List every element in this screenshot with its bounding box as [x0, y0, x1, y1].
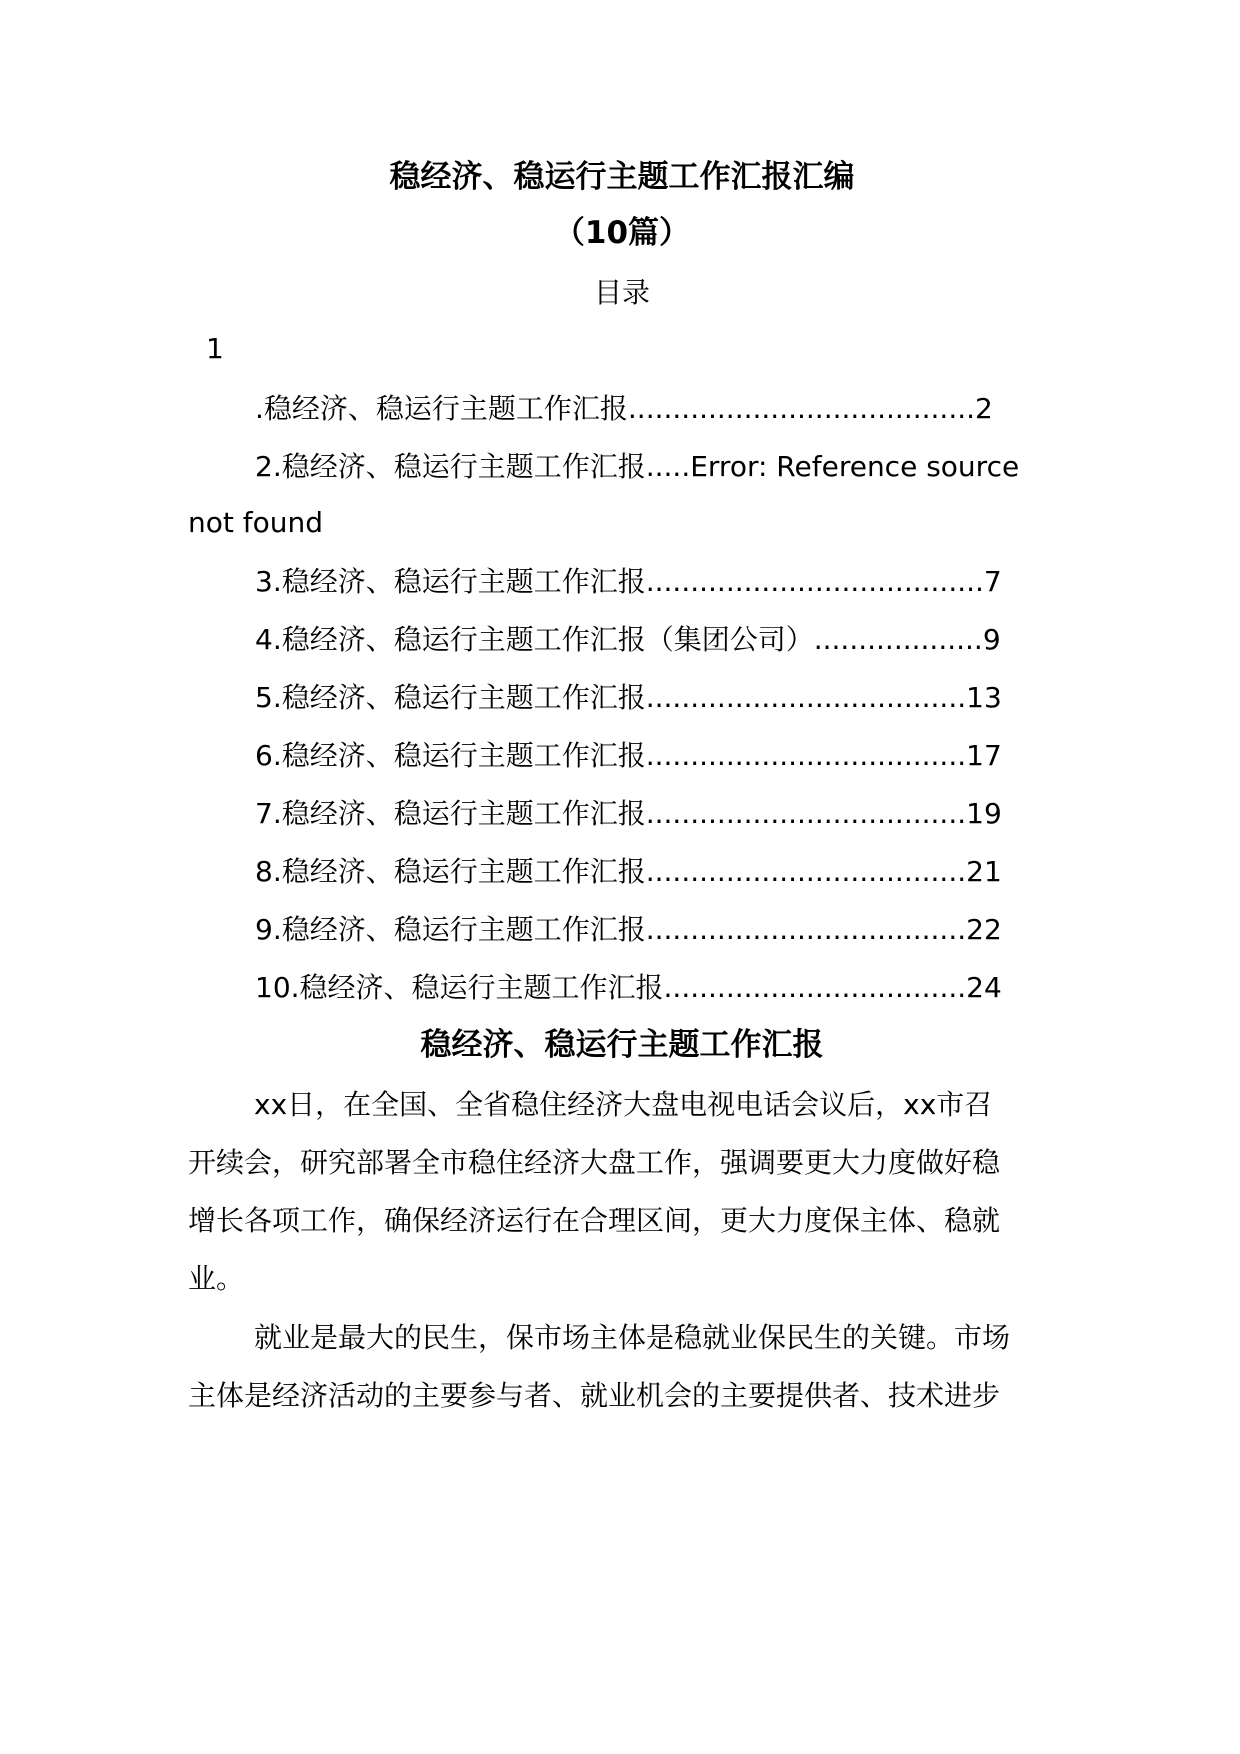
toc-entry-3-text: 3.稳经济、稳运行主题工作汇报......................................7 — [255, 565, 1002, 598]
paragraph-1-line-2: 开续会，研究部署全市稳住经济大盘工作，强调要更大力度做好稳 — [188, 1146, 1001, 1179]
toc-entry-10[interactable] — [188, 968, 1056, 1008]
paragraph-2-line-2: 主体是经济活动的主要参与者、就业机会的主要提供者、技术进步 — [188, 1379, 1001, 1412]
paragraph-1-line-4: 业。 — [188, 1262, 245, 1295]
toc-entry-8[interactable] — [188, 852, 1056, 892]
toc-entry-7[interactable] — [188, 794, 1056, 834]
toc-heading: 目录 — [593, 276, 650, 309]
toc-entry-6-text: 6.稳经济、稳运行主题工作汇报....................................17 — [255, 739, 1002, 772]
toc-entry-6[interactable] — [188, 736, 1056, 776]
paragraph-1-line-1: xx日，在全国、全省稳住经济大盘电视电话会议后，xx市召 — [254, 1088, 993, 1121]
section-title: 稳经济、稳运行主题工作汇报 — [420, 1027, 824, 1063]
document-title: 稳经济、稳运行主题工作汇报汇编 — [389, 159, 855, 195]
toc-entry-8-text: 8.稳经济、稳运行主题工作汇报....................................21 — [255, 855, 1002, 888]
toc-entry-4-text: 4.稳经济、稳运行主题工作汇报（集团公司）...................9 — [255, 623, 1001, 656]
paragraph-1-line-3: 增长各项工作，确保经济运行在合理区间，更大力度保主体、稳就 — [188, 1204, 1001, 1237]
document-subtitle: （10篇） — [553, 215, 691, 251]
toc-entry-9[interactable] — [188, 910, 1056, 950]
toc-entry-4[interactable] — [188, 620, 1056, 660]
toc-entry-2-continuation — [188, 503, 1056, 543]
toc-prefix-number-text: 1 — [206, 332, 224, 365]
toc-entry-2-text: 2.稳经济、稳运行主题工作汇报.....Error: Reference source — [255, 450, 1020, 483]
toc-entry-2-continuation-text: not found — [188, 506, 324, 539]
toc-entry-1[interactable] — [188, 389, 1056, 429]
toc-entry-9-text: 9.稳经济、稳运行主题工作汇报....................................22 — [255, 913, 1002, 946]
toc-entry-3[interactable] — [188, 562, 1056, 602]
toc-entry-5[interactable] — [188, 678, 1056, 718]
toc-entry-2[interactable] — [188, 447, 1056, 487]
toc-entry-1-text: .稳经济、稳运行主题工作汇报.......................................2 — [255, 392, 993, 425]
toc-entry-7-text: 7.稳经济、稳运行主题工作汇报....................................19 — [255, 797, 1002, 830]
paragraph-2-line-1: 就业是最大的民生，保市场主体是稳就业保民生的关键。市场 — [254, 1321, 1011, 1354]
toc-entry-10-text: 10.稳经济、稳运行主题工作汇报..................................24 — [255, 971, 1002, 1004]
toc-entry-5-text: 5.稳经济、稳运行主题工作汇报....................................13 — [255, 681, 1002, 714]
toc-prefix-number — [188, 329, 1056, 369]
